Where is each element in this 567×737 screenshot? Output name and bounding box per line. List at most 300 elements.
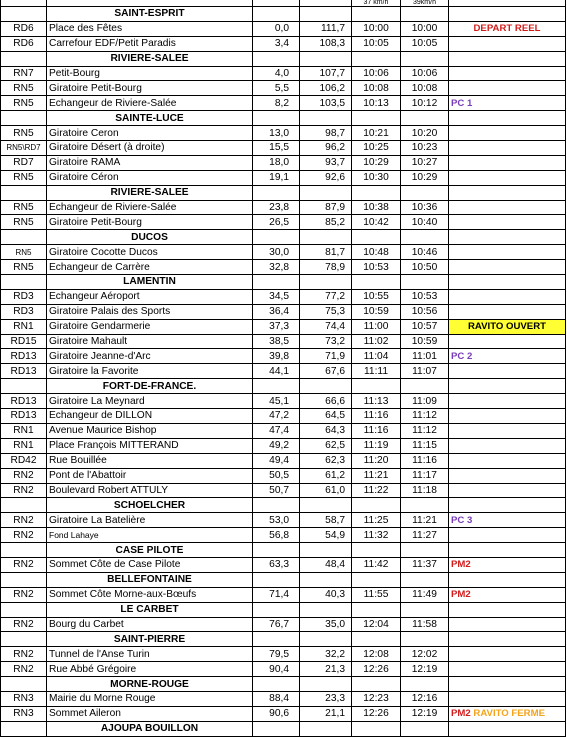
note-cell <box>449 36 566 51</box>
time-schedule-1: 11:13 <box>352 394 401 409</box>
distance-remaining: 85,2 <box>300 215 352 230</box>
section-row <box>1 572 566 587</box>
distance-km: 23,8 <box>253 200 300 215</box>
section-row <box>1 185 566 200</box>
distance-km: 88,4 <box>253 691 300 706</box>
remaining-cell <box>300 543 352 558</box>
time-schedule-2: 10:05 <box>401 36 449 51</box>
note-cell <box>449 260 566 275</box>
time-cell-1 <box>352 379 401 394</box>
note-cell <box>449 498 566 513</box>
section-label: LE CARBET <box>47 602 253 617</box>
time-cell-2 <box>401 51 449 66</box>
note-cell <box>449 21 566 36</box>
place-name: Giratoire RAMA <box>47 155 253 170</box>
time-schedule-1: 10:13 <box>352 96 401 111</box>
itinerary-row <box>1 260 566 275</box>
route-cell <box>1 602 47 617</box>
note-cell <box>449 543 566 558</box>
time-schedule-2: 10:20 <box>401 126 449 141</box>
place-name: Echangeur de Carrère <box>47 260 253 275</box>
time-schedule-1: 10:29 <box>352 155 401 170</box>
time-cell-2 <box>401 185 449 200</box>
note-cell <box>449 409 566 424</box>
note-label: PC 3 <box>451 514 473 526</box>
time-schedule-1: 11:00 <box>352 319 401 334</box>
time-schedule-2: 12:02 <box>401 647 449 662</box>
route-cell <box>1 379 47 394</box>
time-schedule-2: 11:17 <box>401 468 449 483</box>
section-label: SAINTE-LUCE <box>47 111 253 126</box>
section-label: AJOUPA BOUILLON <box>47 721 253 736</box>
remaining-cell <box>300 721 352 736</box>
distance-remaining: 92,6 <box>300 170 352 185</box>
route-cell <box>1 7 47 22</box>
route-cell <box>1 721 47 736</box>
km-cell <box>253 721 300 736</box>
distance-remaining: 23,3 <box>300 691 352 706</box>
km-cell <box>253 379 300 394</box>
distance-remaining: 62,5 <box>300 438 352 453</box>
itinerary-row <box>1 617 566 632</box>
km-cell <box>253 51 300 66</box>
note-cell <box>449 200 566 215</box>
itinerary-row <box>1 245 566 260</box>
place-name: Giratoire La Meynard <box>47 394 253 409</box>
note-cell <box>449 528 566 543</box>
section-row <box>1 543 566 558</box>
route-number: RN5 <box>1 126 47 141</box>
place-name: Fond Lahaye <box>47 528 253 543</box>
itinerary-row <box>1 409 566 424</box>
time-cell-1 <box>352 677 401 692</box>
time-cell-2 <box>401 677 449 692</box>
time-schedule-2: 11:49 <box>401 587 449 602</box>
place-name: Echangeur Aéroport <box>47 289 253 304</box>
route-cell <box>1 51 47 66</box>
time-schedule-1: 11:32 <box>352 528 401 543</box>
route-number: RD42 <box>1 453 47 468</box>
note-cell <box>449 468 566 483</box>
place-name: Place François MITTERAND <box>47 438 253 453</box>
place-name: Giratoire Désert (à droite) <box>47 141 253 156</box>
note-cell <box>449 230 566 245</box>
place-name: Giratoire Gendarmerie <box>47 319 253 334</box>
route-number: RN5 <box>1 200 47 215</box>
distance-km: 32,8 <box>253 260 300 275</box>
note-cell <box>449 155 566 170</box>
distance-km: 63,3 <box>253 557 300 572</box>
distance-km: 50,7 <box>253 483 300 498</box>
distance-remaining: 74,4 <box>300 319 352 334</box>
time-schedule-2: 11:07 <box>401 364 449 379</box>
place-name: Tunnel de l'Anse Turin <box>47 647 253 662</box>
remaining-cell <box>300 498 352 513</box>
note-label: RAVITO FERME <box>470 708 546 720</box>
itinerary-row <box>1 36 566 51</box>
place-name: Giratoire Petit-Bourg <box>47 215 253 230</box>
section-row <box>1 7 566 22</box>
time-schedule-2: 11:16 <box>401 453 449 468</box>
time-cell-2 <box>401 275 449 290</box>
distance-km: 15,5 <box>253 141 300 156</box>
place-name: Avenue Maurice Bishop <box>47 423 253 438</box>
distance-remaining: 98,7 <box>300 126 352 141</box>
note-cell <box>449 423 566 438</box>
route-cell <box>1 498 47 513</box>
time-schedule-2: 10:36 <box>401 200 449 215</box>
itinerary-row <box>1 349 566 364</box>
time-schedule-2: 11:18 <box>401 483 449 498</box>
place-name: Bourg du Carbet <box>47 617 253 632</box>
time-schedule-1: 10:38 <box>352 200 401 215</box>
itinerary-row <box>1 468 566 483</box>
itinerary-row <box>1 304 566 319</box>
km-cell <box>253 543 300 558</box>
distance-remaining: 61,2 <box>300 468 352 483</box>
time-schedule-2: 10:06 <box>401 66 449 81</box>
remaining-cell <box>300 230 352 245</box>
note-cell <box>449 706 566 721</box>
note-cell <box>449 334 566 349</box>
distance-km: 36,4 <box>253 304 300 319</box>
place-name: Pont de l'Abattoir <box>47 468 253 483</box>
itinerary-row <box>1 200 566 215</box>
remaining-cell <box>300 572 352 587</box>
route-number: RN2 <box>1 587 47 602</box>
place-name: Giratoire Ceron <box>47 126 253 141</box>
route-number: RN2 <box>1 468 47 483</box>
route-number: RD3 <box>1 289 47 304</box>
place-name: Echangeur de DILLON <box>47 409 253 424</box>
time-cell-2 <box>401 7 449 22</box>
time-schedule-2: 11:21 <box>401 513 449 528</box>
time-cell-2 <box>401 543 449 558</box>
time-cell-1 <box>352 602 401 617</box>
route-number: RN5 <box>1 96 47 111</box>
distance-km: 45,1 <box>253 394 300 409</box>
distance-km: 76,7 <box>253 617 300 632</box>
place-name: Giratoire La Batelière <box>47 513 253 528</box>
route-number: RN2 <box>1 557 47 572</box>
km-cell <box>253 185 300 200</box>
place-name: Place des Fêtes <box>47 21 253 36</box>
note-label: PC 1 <box>451 97 473 109</box>
note-cell <box>449 275 566 290</box>
note-cell <box>449 572 566 587</box>
route-number: RN3 <box>1 691 47 706</box>
distance-remaining: 40,3 <box>300 587 352 602</box>
note-cell <box>449 617 566 632</box>
time-schedule-2: 11:01 <box>401 349 449 364</box>
distance-remaining: 21,1 <box>300 706 352 721</box>
route-number: RN1 <box>1 438 47 453</box>
distance-km: 53,0 <box>253 513 300 528</box>
note-cell <box>449 185 566 200</box>
distance-km: 38,5 <box>253 334 300 349</box>
itinerary-row <box>1 155 566 170</box>
route-number: RD13 <box>1 349 47 364</box>
note-label: PM2 <box>451 559 471 571</box>
section-label: LAMENTIN <box>47 275 253 290</box>
time-schedule-2: 11:27 <box>401 528 449 543</box>
distance-km: 0,0 <box>253 21 300 36</box>
place-name: Rue Bouillée <box>47 453 253 468</box>
route-number: RN3 <box>1 706 47 721</box>
time-schedule-1: 12:26 <box>352 706 401 721</box>
place-name: Giratoire Mahault <box>47 334 253 349</box>
note-cell <box>449 81 566 96</box>
time-cell-1 <box>352 543 401 558</box>
note-cell <box>449 96 566 111</box>
speed-header-2: 39km/h <box>401 0 449 7</box>
itinerary-row <box>1 662 566 677</box>
note-cell <box>449 66 566 81</box>
distance-remaining: 108,3 <box>300 36 352 51</box>
itinerary-row <box>1 513 566 528</box>
km-cell <box>253 7 300 22</box>
place-name: Giratoire Cocotte Ducos <box>47 245 253 260</box>
place-name: Giratoire Jeanne-d'Arc <box>47 349 253 364</box>
time-schedule-2: 10:50 <box>401 260 449 275</box>
distance-km: 19,1 <box>253 170 300 185</box>
time-schedule-2: 11:12 <box>401 409 449 424</box>
time-schedule-2: 10:23 <box>401 141 449 156</box>
section-row <box>1 51 566 66</box>
place-name: Giratoire Palais des Sports <box>47 304 253 319</box>
distance-remaining: 66,6 <box>300 394 352 409</box>
route-number: RN2 <box>1 647 47 662</box>
distance-km: 47,2 <box>253 409 300 424</box>
distance-remaining: 21,3 <box>300 662 352 677</box>
distance-remaining: 71,9 <box>300 349 352 364</box>
route-number: RD15 <box>1 334 47 349</box>
note-cell <box>449 602 566 617</box>
note-label: RAVITO OUVERT <box>467 321 546 333</box>
time-schedule-1: 11:04 <box>352 349 401 364</box>
time-schedule-1: 11:16 <box>352 423 401 438</box>
note-cell <box>449 483 566 498</box>
itinerary-row <box>1 96 566 111</box>
time-schedule-1: 11:11 <box>352 364 401 379</box>
section-row <box>1 721 566 736</box>
section-row <box>1 379 566 394</box>
time-schedule-2: 11:58 <box>401 617 449 632</box>
route-cell <box>1 275 47 290</box>
distance-km: 8,2 <box>253 96 300 111</box>
km-cell <box>253 230 300 245</box>
distance-remaining: 103,5 <box>300 96 352 111</box>
itinerary-row <box>1 319 566 334</box>
time-schedule-2: 10:08 <box>401 81 449 96</box>
itinerary-row <box>1 438 566 453</box>
distance-remaining: 73,2 <box>300 334 352 349</box>
time-schedule-1: 10:08 <box>352 81 401 96</box>
distance-remaining: 87,9 <box>300 200 352 215</box>
distance-remaining: 78,9 <box>300 260 352 275</box>
section-row <box>1 230 566 245</box>
section-row <box>1 677 566 692</box>
route-number: RD6 <box>1 36 47 51</box>
time-schedule-2: 12:19 <box>401 706 449 721</box>
route-number: RD3 <box>1 304 47 319</box>
place-name: Echangeur de Riviere-Salée <box>47 96 253 111</box>
note-cell <box>449 126 566 141</box>
section-row <box>1 632 566 647</box>
itinerary-row <box>1 691 566 706</box>
time-schedule-2: 10:53 <box>401 289 449 304</box>
distance-km: 4,0 <box>253 66 300 81</box>
note-cell <box>449 379 566 394</box>
route-number: RD7 <box>1 155 47 170</box>
km-cell <box>253 632 300 647</box>
time-schedule-1: 11:21 <box>352 468 401 483</box>
note-cell <box>449 319 566 334</box>
remaining-cell <box>300 677 352 692</box>
distance-remaining: 93,7 <box>300 155 352 170</box>
note-cell <box>449 304 566 319</box>
place-name: Boulevard Robert ATTULY <box>47 483 253 498</box>
itinerary-row <box>1 557 566 572</box>
itinerary-row <box>1 66 566 81</box>
time-schedule-1: 10:05 <box>352 36 401 51</box>
time-schedule-2: 10:40 <box>401 215 449 230</box>
place-name: Carrefour EDF/Petit Paradis <box>47 36 253 51</box>
distance-remaining: 48,4 <box>300 557 352 572</box>
time-schedule-1: 10:21 <box>352 126 401 141</box>
note-cell <box>449 215 566 230</box>
route-number: RN2 <box>1 513 47 528</box>
route-number: RN2 <box>1 662 47 677</box>
km-cell <box>253 275 300 290</box>
remaining-cell <box>300 7 352 22</box>
note-cell <box>449 141 566 156</box>
time-schedule-2: 11:12 <box>401 423 449 438</box>
distance-remaining: 75,3 <box>300 304 352 319</box>
section-label: FORT-DE-FRANCE. <box>47 379 253 394</box>
itinerary-row <box>1 647 566 662</box>
note-label: DEPART REEL <box>473 23 541 35</box>
time-schedule-2: 11:37 <box>401 557 449 572</box>
note-cell <box>449 111 566 126</box>
time-schedule-1: 12:26 <box>352 662 401 677</box>
note-cell <box>449 364 566 379</box>
itinerary-row <box>1 528 566 543</box>
section-label: BELLEFONTAINE <box>47 572 253 587</box>
section-label: MORNE-ROUGE <box>47 677 253 692</box>
km-cell <box>253 572 300 587</box>
note-cell <box>449 662 566 677</box>
itinerary-row <box>1 126 566 141</box>
itinerary-row <box>1 81 566 96</box>
time-cell-1 <box>352 632 401 647</box>
distance-remaining: 67,6 <box>300 364 352 379</box>
time-schedule-1: 10:55 <box>352 289 401 304</box>
remaining-cell <box>300 379 352 394</box>
route-number: RN5 <box>1 215 47 230</box>
itinerary-row <box>1 215 566 230</box>
remaining-cell <box>300 602 352 617</box>
time-schedule-1: 10:42 <box>352 215 401 230</box>
distance-km: 50,5 <box>253 468 300 483</box>
time-cell-1 <box>352 230 401 245</box>
time-cell-2 <box>401 230 449 245</box>
route-number: RN2 <box>1 483 47 498</box>
time-schedule-2: 11:09 <box>401 394 449 409</box>
time-cell-2 <box>401 111 449 126</box>
time-schedule-1: 11:22 <box>352 483 401 498</box>
itinerary-row <box>1 453 566 468</box>
route-number: RN5 <box>1 245 47 260</box>
time-schedule-1: 10:00 <box>352 21 401 36</box>
time-schedule-2: 10:00 <box>401 21 449 36</box>
time-schedule-1: 10:53 <box>352 260 401 275</box>
place-name: Rue Abbé Grégoire <box>47 662 253 677</box>
route-cell <box>1 543 47 558</box>
route-cell <box>1 230 47 245</box>
distance-remaining: 81,7 <box>300 245 352 260</box>
route-number: RN2 <box>1 617 47 632</box>
route-number: RD13 <box>1 364 47 379</box>
itinerary-row <box>1 289 566 304</box>
distance-remaining: 77,2 <box>300 289 352 304</box>
time-schedule-1: 12:23 <box>352 691 401 706</box>
time-schedule-2: 10:57 <box>401 319 449 334</box>
time-schedule-1: 11:42 <box>352 557 401 572</box>
itinerary-row <box>1 587 566 602</box>
route-cell <box>1 677 47 692</box>
place-name: Petit-Bourg <box>47 66 253 81</box>
note-cell <box>449 677 566 692</box>
time-cell-2 <box>401 572 449 587</box>
time-cell-2 <box>401 632 449 647</box>
section-label: SAINT-PIERRE <box>47 632 253 647</box>
remaining-cell <box>300 111 352 126</box>
time-cell-1 <box>352 51 401 66</box>
time-schedule-2: 10:56 <box>401 304 449 319</box>
section-label: RIVIERE-SALEE <box>47 51 253 66</box>
km-cell <box>253 498 300 513</box>
place-name: Giratoire Céron <box>47 170 253 185</box>
time-schedule-2: 12:16 <box>401 691 449 706</box>
itinerary-row <box>1 394 566 409</box>
distance-remaining: 106,2 <box>300 81 352 96</box>
section-row <box>1 275 566 290</box>
distance-km: 90,4 <box>253 662 300 677</box>
route-number: RN1 <box>1 423 47 438</box>
place-name: Sommet Côte Morne-aux-Bœufs <box>47 587 253 602</box>
distance-km: 13,0 <box>253 126 300 141</box>
time-cell-2 <box>401 602 449 617</box>
route-number: RN5 <box>1 170 47 185</box>
time-schedule-2: 10:27 <box>401 155 449 170</box>
distance-remaining: 107,7 <box>300 66 352 81</box>
place-name: Giratoire la Favorite <box>47 364 253 379</box>
time-cell-1 <box>352 275 401 290</box>
distance-remaining: 58,7 <box>300 513 352 528</box>
time-schedule-1: 11:20 <box>352 453 401 468</box>
time-schedule-2: 10:29 <box>401 170 449 185</box>
remaining-cell <box>300 632 352 647</box>
distance-km: 49,2 <box>253 438 300 453</box>
route-cell <box>1 572 47 587</box>
section-row <box>1 111 566 126</box>
distance-km: 34,5 <box>253 289 300 304</box>
distance-km: 90,6 <box>253 706 300 721</box>
section-label: SAINT-ESPRIT <box>47 7 253 22</box>
distance-remaining: 35,0 <box>300 617 352 632</box>
note-cell <box>449 349 566 364</box>
